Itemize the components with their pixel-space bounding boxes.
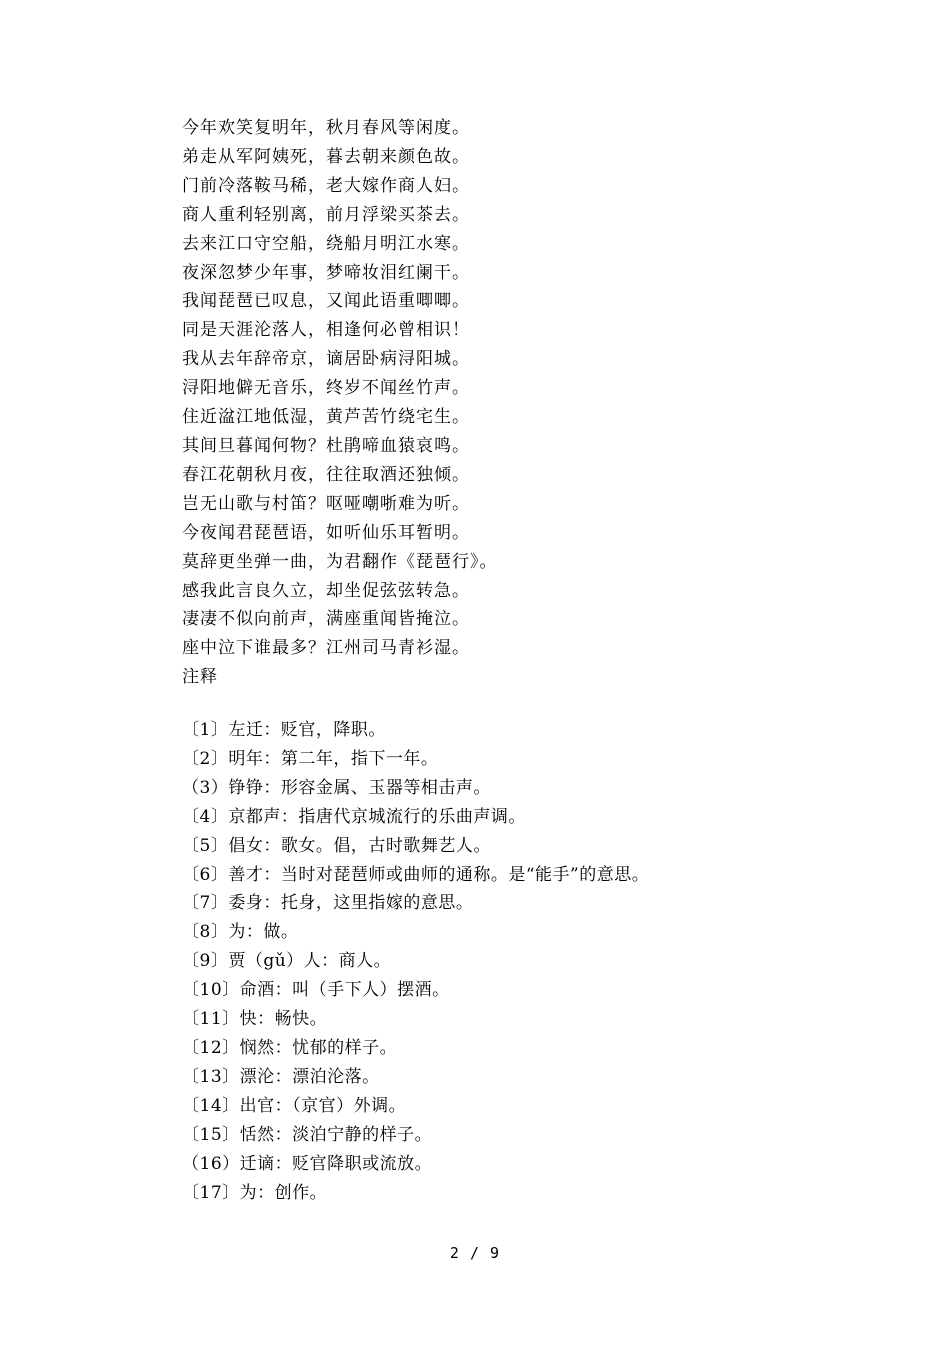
note-item: 〔14〕出官：（京官）外调。 [182, 1095, 407, 1116]
poem-line: 莫辞更坐弹一曲，为君翻作《琵琶行》。 [182, 551, 498, 572]
note-item: 〔15〕恬然：淡泊宁静的样子。 [182, 1124, 433, 1145]
notes-list [182, 716, 902, 1207]
page-number: 2 / 9 [449, 1244, 501, 1262]
note-item: 〔1〕左迁：贬官，降职。 [182, 720, 386, 740]
poem-line: 同是天涯沦落人，相逢何必曾相识！ [182, 320, 470, 341]
note-item: 〔9〕贾（gǔ）人：商人。 [182, 951, 392, 972]
poem-line: 凄凄不似向前声，满座重闻皆掩泣。 [182, 609, 470, 630]
poem-line: 夜深忽梦少年事，梦啼妆泪红阑干。 [182, 262, 470, 283]
note-item: 〔10〕命酒：叫（手下人）摆酒。 [182, 980, 450, 1001]
poem-line: 今夜闻君琵琶语，如听仙乐耳暂明。 [182, 522, 470, 543]
note-item: 〔11〕快：畅快。 [182, 1009, 328, 1030]
note-item: 〔12〕悯然：忧郁的样子。 [182, 1037, 398, 1058]
poem-line: 我从去年辞帝京，谪居卧病浔阳城。 [182, 349, 470, 370]
note-item: 〔6〕善才：当时对琵琶师或曲师的通称。是“能手”的意思。 [182, 864, 650, 885]
note-item: 〔4〕京都声：指唐代京城流行的乐曲声调。 [182, 806, 526, 827]
note-item: 〔17〕为：创作。 [182, 1182, 328, 1203]
poem-line: 今年欢笑复明年，秋月春风等闲度。 [182, 118, 470, 138]
poem-line: 我闻琵琶已叹息，又闻此语重唧唧。 [182, 291, 470, 312]
poem-line: 门前冷落鞍马稀，老大嫁作商人妇。 [182, 175, 470, 196]
poem-line: 岂无山歌与村笛？呕哑嘲哳难为听。 [182, 493, 470, 514]
note-item: （3）铮铮：形容金属、玉器等相击声。 [182, 777, 491, 798]
poem-line: 去来江口守空船，绕船月明江水寒。 [182, 233, 470, 254]
note-item: 〔2〕明年：第二年，指下一年。 [182, 748, 439, 769]
poem-line: 感我此言良久立，却坐促弦弦转急。 [182, 580, 470, 601]
poem-line: 商人重利轻别离，前月浮梁买茶去。 [182, 204, 470, 225]
poem-line: 春江花朝秋月夜，往往取酒还独倾。 [182, 464, 470, 485]
poem-line: 弟走从军阿姨死，暮去朝来颜色故。 [182, 146, 470, 167]
poem-line: 住近湓江地低湿，黄芦苦竹绕宅生。 [182, 407, 470, 428]
poem-line: 其间旦暮闻何物？杜鹃啼血猿哀鸣。 [182, 435, 470, 456]
note-item: 〔7〕委身：托身，这里指嫁的意思。 [182, 893, 474, 914]
poem-body [182, 114, 882, 692]
poem-line: 座中泣下谁最多？江州司马青衫湿。 [182, 638, 470, 659]
note-item: （16）迁谪：贬官降职或流放。 [182, 1153, 433, 1174]
note-item: 〔5〕倡女：歌女。倡，古时歌舞艺人。 [182, 835, 491, 856]
note-item: 〔13〕漂沦：漂泊沦落。 [182, 1066, 380, 1087]
notes-heading: 注释 [182, 667, 218, 688]
poem-line: 浔阳地僻无音乐，终岁不闻丝竹声。 [182, 378, 470, 399]
note-item: 〔8〕为：做。 [182, 922, 299, 943]
